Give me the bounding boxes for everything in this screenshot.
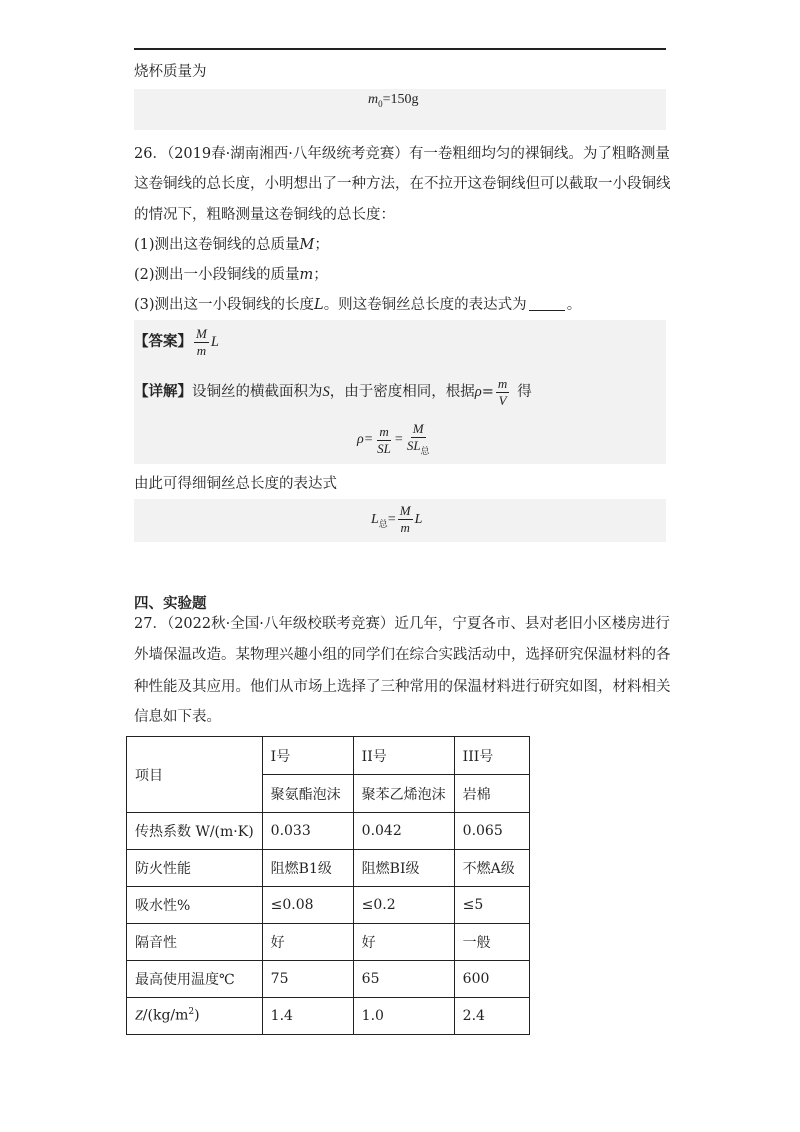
header-col3-no: III号	[454, 737, 529, 775]
answer-tag: 【答案】	[134, 333, 192, 350]
q26-line-1: 26．（2019春·湖南湘西·八年级统考竞赛）有一卷粗细均匀的裸铜线。为了粗略测量	[134, 146, 670, 162]
row-label: $Z/(kg/m^2)$	[127, 998, 263, 1035]
header-col2-name: 聚苯乙烯泡沫	[353, 775, 454, 813]
cell: ≤0.08	[262, 887, 353, 924]
q27-line-1: 27．（2022秋·全国·八年级校联考竞赛）近几年，宁夏各市、县对老旧小区楼房进行	[134, 616, 670, 632]
cell: 0.033	[262, 813, 353, 850]
header-col1-name: 聚氨酯泡沫	[262, 775, 353, 813]
table-row	[127, 813, 530, 850]
cell: ≤0.2	[353, 887, 454, 924]
answer-line: 【答案】 $\frac{M}{m}$ L	[134, 325, 219, 358]
section-heading: 四、实验题	[134, 595, 207, 612]
beaker-formula: $m_0=150g$	[368, 92, 419, 109]
cell: 好	[353, 924, 454, 961]
q26-line-3: 的情况下，粗略测量这卷铜线的总长度：	[134, 207, 395, 223]
q27-line-3: 种性能及其应用。他们从市场上选择了三种常用的保温材料进行研究如图，材料相关	[134, 679, 671, 695]
table-row	[127, 998, 530, 1035]
cell: 好	[262, 924, 353, 961]
conclusion-line: 由此可得细铜丝总长度的表达式	[134, 476, 337, 492]
cell: 2.4	[454, 998, 529, 1035]
q26-step-2: (2)测出一小段铜线的质量m；	[134, 267, 328, 283]
top-rule	[134, 48, 666, 50]
q26-step-1: (1)测出这卷铜线的总质量M；	[134, 237, 329, 253]
answer-fraction: $\frac{M}{m}$	[196, 325, 207, 358]
cell: 0.042	[353, 813, 454, 850]
density-equation: ρ= $\frac{m}{SL}$ = $\frac{M}{SL_总}$	[357, 421, 430, 456]
cell: 1.4	[262, 998, 353, 1035]
header-col2-no: II号	[353, 737, 454, 775]
row-label: 防火性能	[127, 850, 263, 887]
cell: 一般	[454, 924, 529, 961]
header-item: 项目	[127, 737, 263, 813]
table-row	[127, 850, 530, 887]
beaker-label: 烧杯质量为	[134, 64, 207, 80]
row-label: 吸水性%	[127, 887, 263, 924]
table-row	[127, 924, 530, 961]
density-fraction: $\frac{m}{V}$	[497, 375, 508, 408]
cell: 1.0	[353, 998, 454, 1035]
length-formula: $L_总=$ $\frac{M}{m}$ L	[371, 503, 423, 536]
row-label: 传热系数 W/(m·K)	[127, 813, 263, 850]
cell: 65	[353, 961, 454, 998]
cell: ≤5	[454, 887, 529, 924]
cell: 600	[454, 961, 529, 998]
q26-step-3: (3)测出这一小段铜线的长度L。则这卷铜丝总长度的表达式为 。	[134, 297, 582, 313]
q27-line-4: 信息如下表。	[134, 709, 221, 725]
table-row	[127, 737, 530, 775]
table-row	[127, 887, 530, 924]
header-col1-no: I号	[262, 737, 353, 775]
header-col3-name: 岩棉	[454, 775, 529, 813]
q27-line-2: 外墙保温改造。某物理兴趣小组的同学们在综合实践活动中，选择研究保温材料的各	[134, 647, 671, 663]
q26-line-2: 这卷铜线的总长度，小明想出了一种方法，在不拉开这卷铜线但可以截取一小段铜线	[134, 176, 671, 192]
cell: 阻燃B1级	[262, 850, 353, 887]
detail-tag: 【详解】	[134, 383, 192, 400]
materials-table	[126, 736, 530, 1035]
cell: 不燃A级	[454, 850, 529, 887]
cell: 0.065	[454, 813, 529, 850]
cell: 阻燃BI级	[353, 850, 454, 887]
detail-line: 【详解】设铜丝的横截面积为S，由于密度相同，根据ρ= $\frac{m}{V}$ 得	[134, 375, 532, 408]
row-label: 隔音性	[127, 924, 263, 961]
answer-blank	[529, 296, 565, 311]
row-label: 最高使用温度℃	[127, 961, 263, 998]
table-row	[127, 961, 530, 998]
cell: 75	[262, 961, 353, 998]
